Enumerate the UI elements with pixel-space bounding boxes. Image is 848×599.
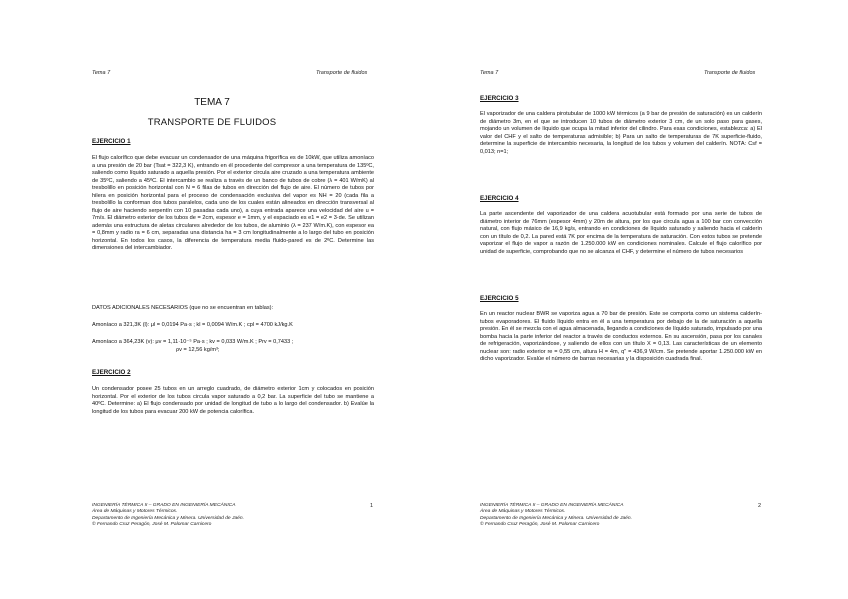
footer-course: INGENIERÍA TÉRMICA II – GRADO EN INGENIERÍA MECÁNICA xyxy=(480,503,624,508)
header-chapter: Tema 7 xyxy=(480,70,499,76)
footer-department: Departamento de Ingeniería Mecánica y Minera. Universidad de Jaén. xyxy=(480,515,632,521)
ammonia-liquid-data: Amoníaco a 321,3K (l): μl = 0,0194 Pa·s ; kl = 0,0094 W/m.K ; cpl = 4700 kJ/kg.K xyxy=(92,322,293,328)
footer-course: INGENIERÍA TÉRMICA II – GRADO EN INGENIERÍA MECÁNICA xyxy=(92,503,236,508)
footer-area: Área de Máquinas y Motores Térmicos. xyxy=(480,509,566,515)
page-right xyxy=(424,0,848,599)
footer xyxy=(92,503,244,528)
footer-authors: © Fernando Cruz Peragón, José M. Palomar Carnicero xyxy=(480,521,600,527)
exercise-2-title: EJERCICIO 2 xyxy=(92,369,131,376)
footer-department: Departamento de Ingeniería Mecánica y Minera. Universidad de Jaén. xyxy=(92,515,244,521)
ammonia-vapor-density: ρv = 12,56 kg/m³; xyxy=(176,347,220,353)
page-number: 1 xyxy=(370,503,374,509)
exercise-4-text: La parte ascendente del vaporizador de una caldera acuotubular está formado por una serie de tubos de diámetro interior de 76mm (espesor 4mm) y 20m de altura, por los que circula agua a 100 bar con convección natural, con flujo másico de 16,9 kg/s, entrando en condiciones de líquido saturado y saliendo hacia el calderín con un título de 0,2. La pared está 7K por encima de la temperatura de saturación. Con estos tubos se pretende vaporizar el flujo de vapor a razón de 1.250.000 kW en condiciones nominales. Calcule el flujo calorífico por unidad de superficie, comprobando que no se alcanza el CHF, y determine el número de tubos necesarios xyxy=(480,211,762,255)
ammonia-vapor-data: Amoníaco a 364,23K (v): μv = 1,11·10⁻⁵ Pa·s ; kv = 0,033 W/m.K ; Prv = 0,7433 ; xyxy=(92,339,294,345)
page-number: 2 xyxy=(758,503,762,509)
exercise-3-title: EJERCICIO 3 xyxy=(480,95,519,102)
page-title: TEMA 7 xyxy=(194,97,230,108)
exercise-2-text: Un condensador posee 25 tubos en un arreglo cuadrado, de diámetro exterior 1cm y colocados en posición horizontal. Por el exterior de los tubos circula vapor saturado a 0,2 bar. La superficie del tubo se mantiene a 40ºC. Determine: a) El flujo condensado por unidad de longitud de tubo a lo largo del condensador. b) Evalúe la longitud de los tubos para evacuar 200 kW de potencia calorífica. xyxy=(92,386,374,415)
exercise-4-title: EJERCICIO 4 xyxy=(480,195,519,202)
footer xyxy=(480,503,632,528)
footer-area: Área de Máquinas y Motores Térmicos. xyxy=(92,509,178,515)
exercise-1-text: El flujo calorífico que debe evacuar un condensador de una máquina frigorífica es de 10kW, que utiliza amoníaco a una presión de 20 bar (Tsat = 322,3 K), entrando en él procedente del compresor a una temperatura de 135ºC, saliendo como líquido saturado a aquella presión. Por el exterior circula aire cruzado a una temperatura ambiente de 35ºC, saliendo a 45ºC. El intercambio se realiza a través de un banco de tubos de cobre (λ = 401 W/mK) al tresbolillo en posición horizontal con N = 6 filas de tubos en dirección del flujo de aire. El número de tubos por hilera en posición horizontal para el proceso de condensación exclusiva del vapor es NH = 20 (cada fila a tresbolillo la conforman dos tubos paralelos, cada uno de los cuales están alineados en dirección transversal al flujo de aire haciendo serpentín con 10 pasadas cada uno), a cuya entrada aparece una velocidad del aire u = 7m/s. El diámetro exterior de los tubos de = 2cm, espesor e = 1mm, y el espaciado es e1 = e2 = 3·de. Se utilizan además una estructura de aletas circulares alrededor de los tubos, de aluminio (λ = 237 W/m.K), con espesor ea = 0,8mm y radio ra = 6 cm, separadas una distancia ha = 3 cm longitudinalmente a lo largo del tubo en posición horizontal. En todos los casos, la diferencia de temperatura media fluido-pared es de 2ºC. Determine las dimensiones del intercambiador. xyxy=(92,155,374,251)
exercise-5-title: EJERCICIO 5 xyxy=(480,295,519,302)
exercise-3-text: El vaporizador de una caldera pirotubular de 1000 kW térmicos (a 9 bar de presión de saturación) es un calderín de diámetro 3m, en el que se introducen 10 tubos de diámetro exterior 3 cm, de un solo paso para gases, mojando un volumen de líquido que ocupa la mitad inferior del cilindro. Para esas condiciones, establezca: a) El valor del CHF y el salto de temperaturas admisible; b) Para un salto de temperaturas de 7K superficie-fluido, determine la superficie de intercambio necesaria, la longitud de los tubos y volumen del calderín. NOTA: Csf = 0,013; n=1; xyxy=(480,111,762,155)
exercise-5-text: En un reactor nuclear BWR se vaporiza agua a 70 bar de presión. Este se comporta como un sistema calderín-tubos evaporadores. El fluido líquido entra en él a una temperatura por debajo de la de saturación a aquella presión. En él se mezcla con el agua almacenada, llegando a condiciones de líquido saturado, impulsado por una bomba hacia la parte inferior del reactor a través de conductos externos. En su ascensión, pasa por los canales de refrigeración, vaporizándose, y saliendo de ellos con un título X = 0,13. Las características de un elemento nuclear son: radio exterior re = 0,55 cm, altura H = 4m, q'' = 436,9 W/cm. Se pretende aportar 1.250.000 kW en dicho vaporizador. Evalúe el número de barras necesarias y la disposición cuadrada final. xyxy=(480,311,762,362)
header-chapter: Tema 7 xyxy=(92,70,111,76)
exercise-1-title: EJERCICIO 1 xyxy=(92,138,131,145)
header-title: Transporte de fluidos xyxy=(316,70,368,76)
header-title: Transporte de fluidos xyxy=(704,70,756,76)
additional-data-title: DATOS ADICIONALES NECESARIOS (que no se encuentran en tablas): xyxy=(92,305,274,311)
footer-authors: © Fernando Cruz Peragón, José M. Palomar Carnicero xyxy=(92,521,212,527)
page-subtitle: TRANSPORTE DE FLUIDOS xyxy=(147,117,277,128)
